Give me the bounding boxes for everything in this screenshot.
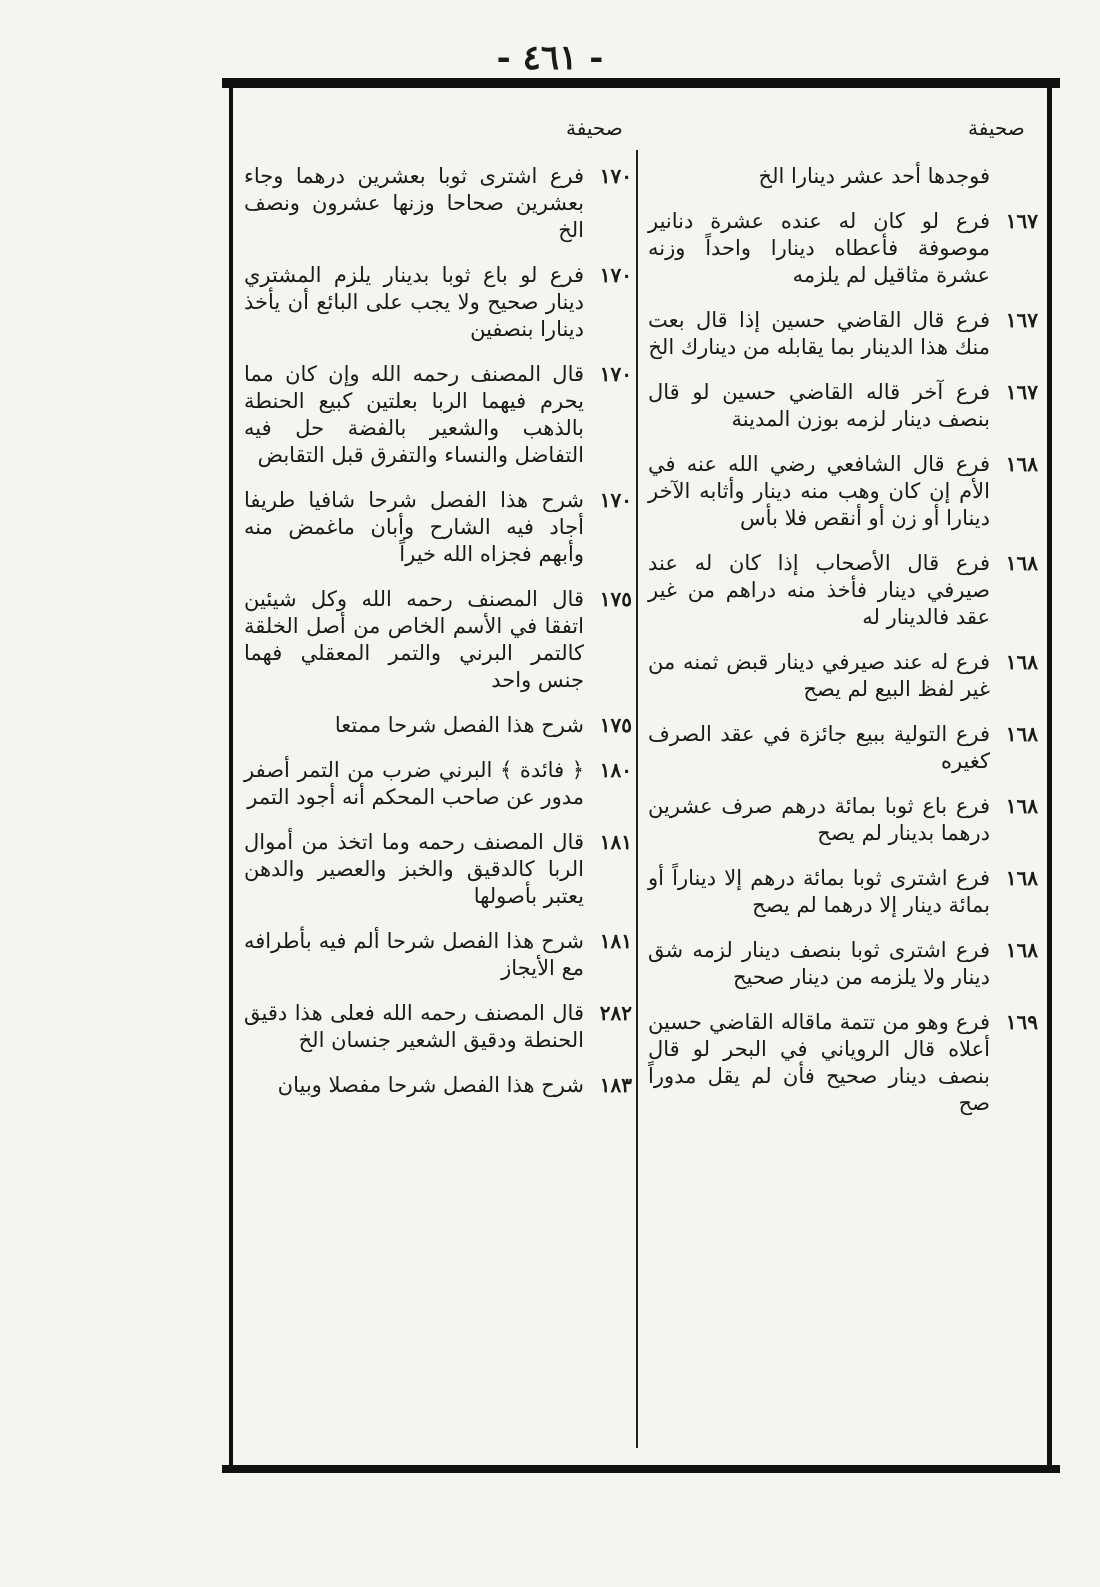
entry-text: فرع وهو من تتمة ماقاله القاضي حسين أعلاه قال الروياني في البحر لو قال بنصف دينار صحيح فأن لم يقل مدوراً صح <box>648 1010 990 1115</box>
entry-page-number: ١٨٠ <box>599 758 632 782</box>
frame-right-rule <box>1047 88 1052 1465</box>
entry-text: فرع قال الأصحاب إذا كان له عند صيرفي دينار فأخذ منه دراهم من غير عقد فالدينار له <box>648 551 990 629</box>
entry-page-number: ١٨١ <box>599 830 632 854</box>
index-entry <box>648 163 1038 190</box>
entry-text: فرع لو باع ثوبا بدينار يلزم المشتري دينار صحيح ولا يجب على البائع أن يأخذ دينارا بنصفين <box>244 263 584 341</box>
entry-page-number: ١٧٠ <box>599 488 632 512</box>
index-entry <box>648 379 1038 433</box>
entry-text: فرع لو كان له عنده عشرة دنانير موصوفة فأعطاه دينارا واحداً وزنه عشرة مثاقيل لم يلزمه <box>648 209 990 287</box>
entry-text: شرح هذا الفصل شرحا شافيا طريفا أجاد فيه الشارح وأبان ماغمض منه وأبهم فجزاه الله خيراً <box>244 488 584 566</box>
entry-text: فرع اشترى ثوبا بعشرين درهما وجاء بعشرين صحاحا وزنها عشرون ونصف الخ <box>244 164 584 242</box>
entry-page-number: ١٦٨ <box>1005 722 1038 746</box>
entry-text: فرع قال الشافعي رضي الله عنه في الأم إن كان وهب منه دينار وأثابه الآخر دينارا أو زن أو أنقص فلا بأس <box>648 452 990 530</box>
index-entry <box>244 928 632 982</box>
index-entry <box>244 712 632 739</box>
right-column <box>648 163 1038 1135</box>
entry-page-number: ١٨١ <box>599 929 632 953</box>
index-entry <box>244 487 632 568</box>
entry-text: شرح هذا الفصل شرحا مفصلا وبيان <box>277 1073 584 1097</box>
entry-text: فرع اشترى ثوبا بنصف دينار لزمه شق دينار ولا يلزمه من دينار صحيح <box>648 938 990 989</box>
index-entry <box>648 451 1038 532</box>
index-entry <box>648 721 1038 775</box>
index-entry <box>244 1072 632 1099</box>
index-entry <box>648 550 1038 631</box>
entry-text: فرع التولية ببيع جائزة في عقد الصرف كغيره <box>648 722 990 773</box>
index-entry <box>648 1009 1038 1117</box>
right-column-header: صحيفة <box>968 116 1025 140</box>
page-number: - ٤٦١ - <box>496 38 604 78</box>
entry-page-number: ١٦٨ <box>1005 650 1038 674</box>
index-entry <box>648 208 1038 289</box>
index-entry <box>244 586 632 694</box>
entry-page-number: ١٧٠ <box>599 362 632 386</box>
entry-page-number: ١٦٨ <box>1005 866 1038 890</box>
entry-page-number: ٢٨٢ <box>599 1001 632 1025</box>
entry-text: ﴿ فائدة ﴾ البرني ضرب من التمر أصفر مدور عن صاحب المحكم أنه أجود التمر <box>244 758 584 809</box>
entry-page-number: ١٦٧ <box>1005 380 1038 404</box>
entry-text: شرح هذا الفصل شرحا ألم فيه بأطرافه مع الأيجاز <box>244 929 584 980</box>
index-entry <box>648 865 1038 919</box>
entry-page-number: ١٧٠ <box>599 263 632 287</box>
index-entry <box>244 361 632 469</box>
entry-text: فرع له عند صيرفي دينار قبض ثمنه من غير لفظ البيع لم يصح <box>648 650 990 701</box>
index-entry <box>244 163 632 244</box>
entry-text: فرع اشترى ثوبا بمائة درهم إلا ديناراً أو بمائة دينار إلا درهما لم يصح <box>648 866 990 917</box>
frame-top-rule <box>222 78 1060 88</box>
entry-page-number: ١٨٣ <box>599 1073 632 1097</box>
entry-text: فوجدها أحد عشر دينارا الخ <box>758 164 990 188</box>
left-column-header: صحيفة <box>566 116 623 140</box>
entry-page-number: ١٦٩ <box>1005 1010 1038 1034</box>
index-entry <box>244 262 632 343</box>
entry-page-number: ١٧٥ <box>599 713 632 737</box>
entry-text: قال المصنف رحمه الله وإن كان مما يحرم فيهما الربا بعلتين كبيع الحنطة بالذهب والشعير بالفضة حل فيه التفاضل والنساء والتفرق قبل التقابض <box>244 362 584 467</box>
entry-page-number: ١٧٠ <box>599 164 632 188</box>
entry-text: قال المصنف رحمه الله وكل شيئين اتفقا في الأسم الخاص من أصل الخلقة كالتمر البرني والتمر المعقلي فهما جنس واحد <box>244 587 584 692</box>
index-entry <box>648 937 1038 991</box>
entry-text: قال المصنف رحمه وما اتخذ من أموال الربا كالدقيق والخبز والعصير والدهن يعتبر بأصولها <box>244 830 584 908</box>
index-entry <box>648 649 1038 703</box>
entry-page-number: ١٧٥ <box>599 587 632 611</box>
entry-page-number: ١٦٧ <box>1005 209 1038 233</box>
entry-text: قال المصنف رحمه الله فعلى هذا دقيق الحنطة ودقيق الشعير جنسان الخ <box>244 1001 584 1052</box>
frame-left-rule <box>229 88 233 1465</box>
index-entry <box>244 757 632 811</box>
entry-text: فرع باع ثوبا بمائة درهم صرف عشرين درهما بدينار لم يصح <box>648 794 990 845</box>
index-entry <box>648 793 1038 847</box>
index-entry <box>648 307 1038 361</box>
entry-text: شرح هذا الفصل شرحا ممتعا <box>334 713 584 737</box>
entry-text: فرع آخر قاله القاضي حسين لو قال بنصف دينار لزمه بوزن المدينة <box>648 380 990 431</box>
entry-page-number: ١٦٨ <box>1005 794 1038 818</box>
left-column <box>244 163 632 1117</box>
column-divider <box>636 150 638 1448</box>
index-entry <box>244 1000 632 1054</box>
index-entry <box>244 829 632 910</box>
entry-page-number: ١٦٨ <box>1005 452 1038 476</box>
entry-page-number: ١٦٨ <box>1005 551 1038 575</box>
frame-bottom-rule <box>222 1465 1060 1473</box>
entry-text: فرع قال القاضي حسين إذا قال بعت منك هذا الدينار بما يقابله من دينارك الخ <box>648 308 990 359</box>
entry-page-number: ١٦٧ <box>1005 308 1038 332</box>
entry-page-number: ١٦٨ <box>1005 938 1038 962</box>
